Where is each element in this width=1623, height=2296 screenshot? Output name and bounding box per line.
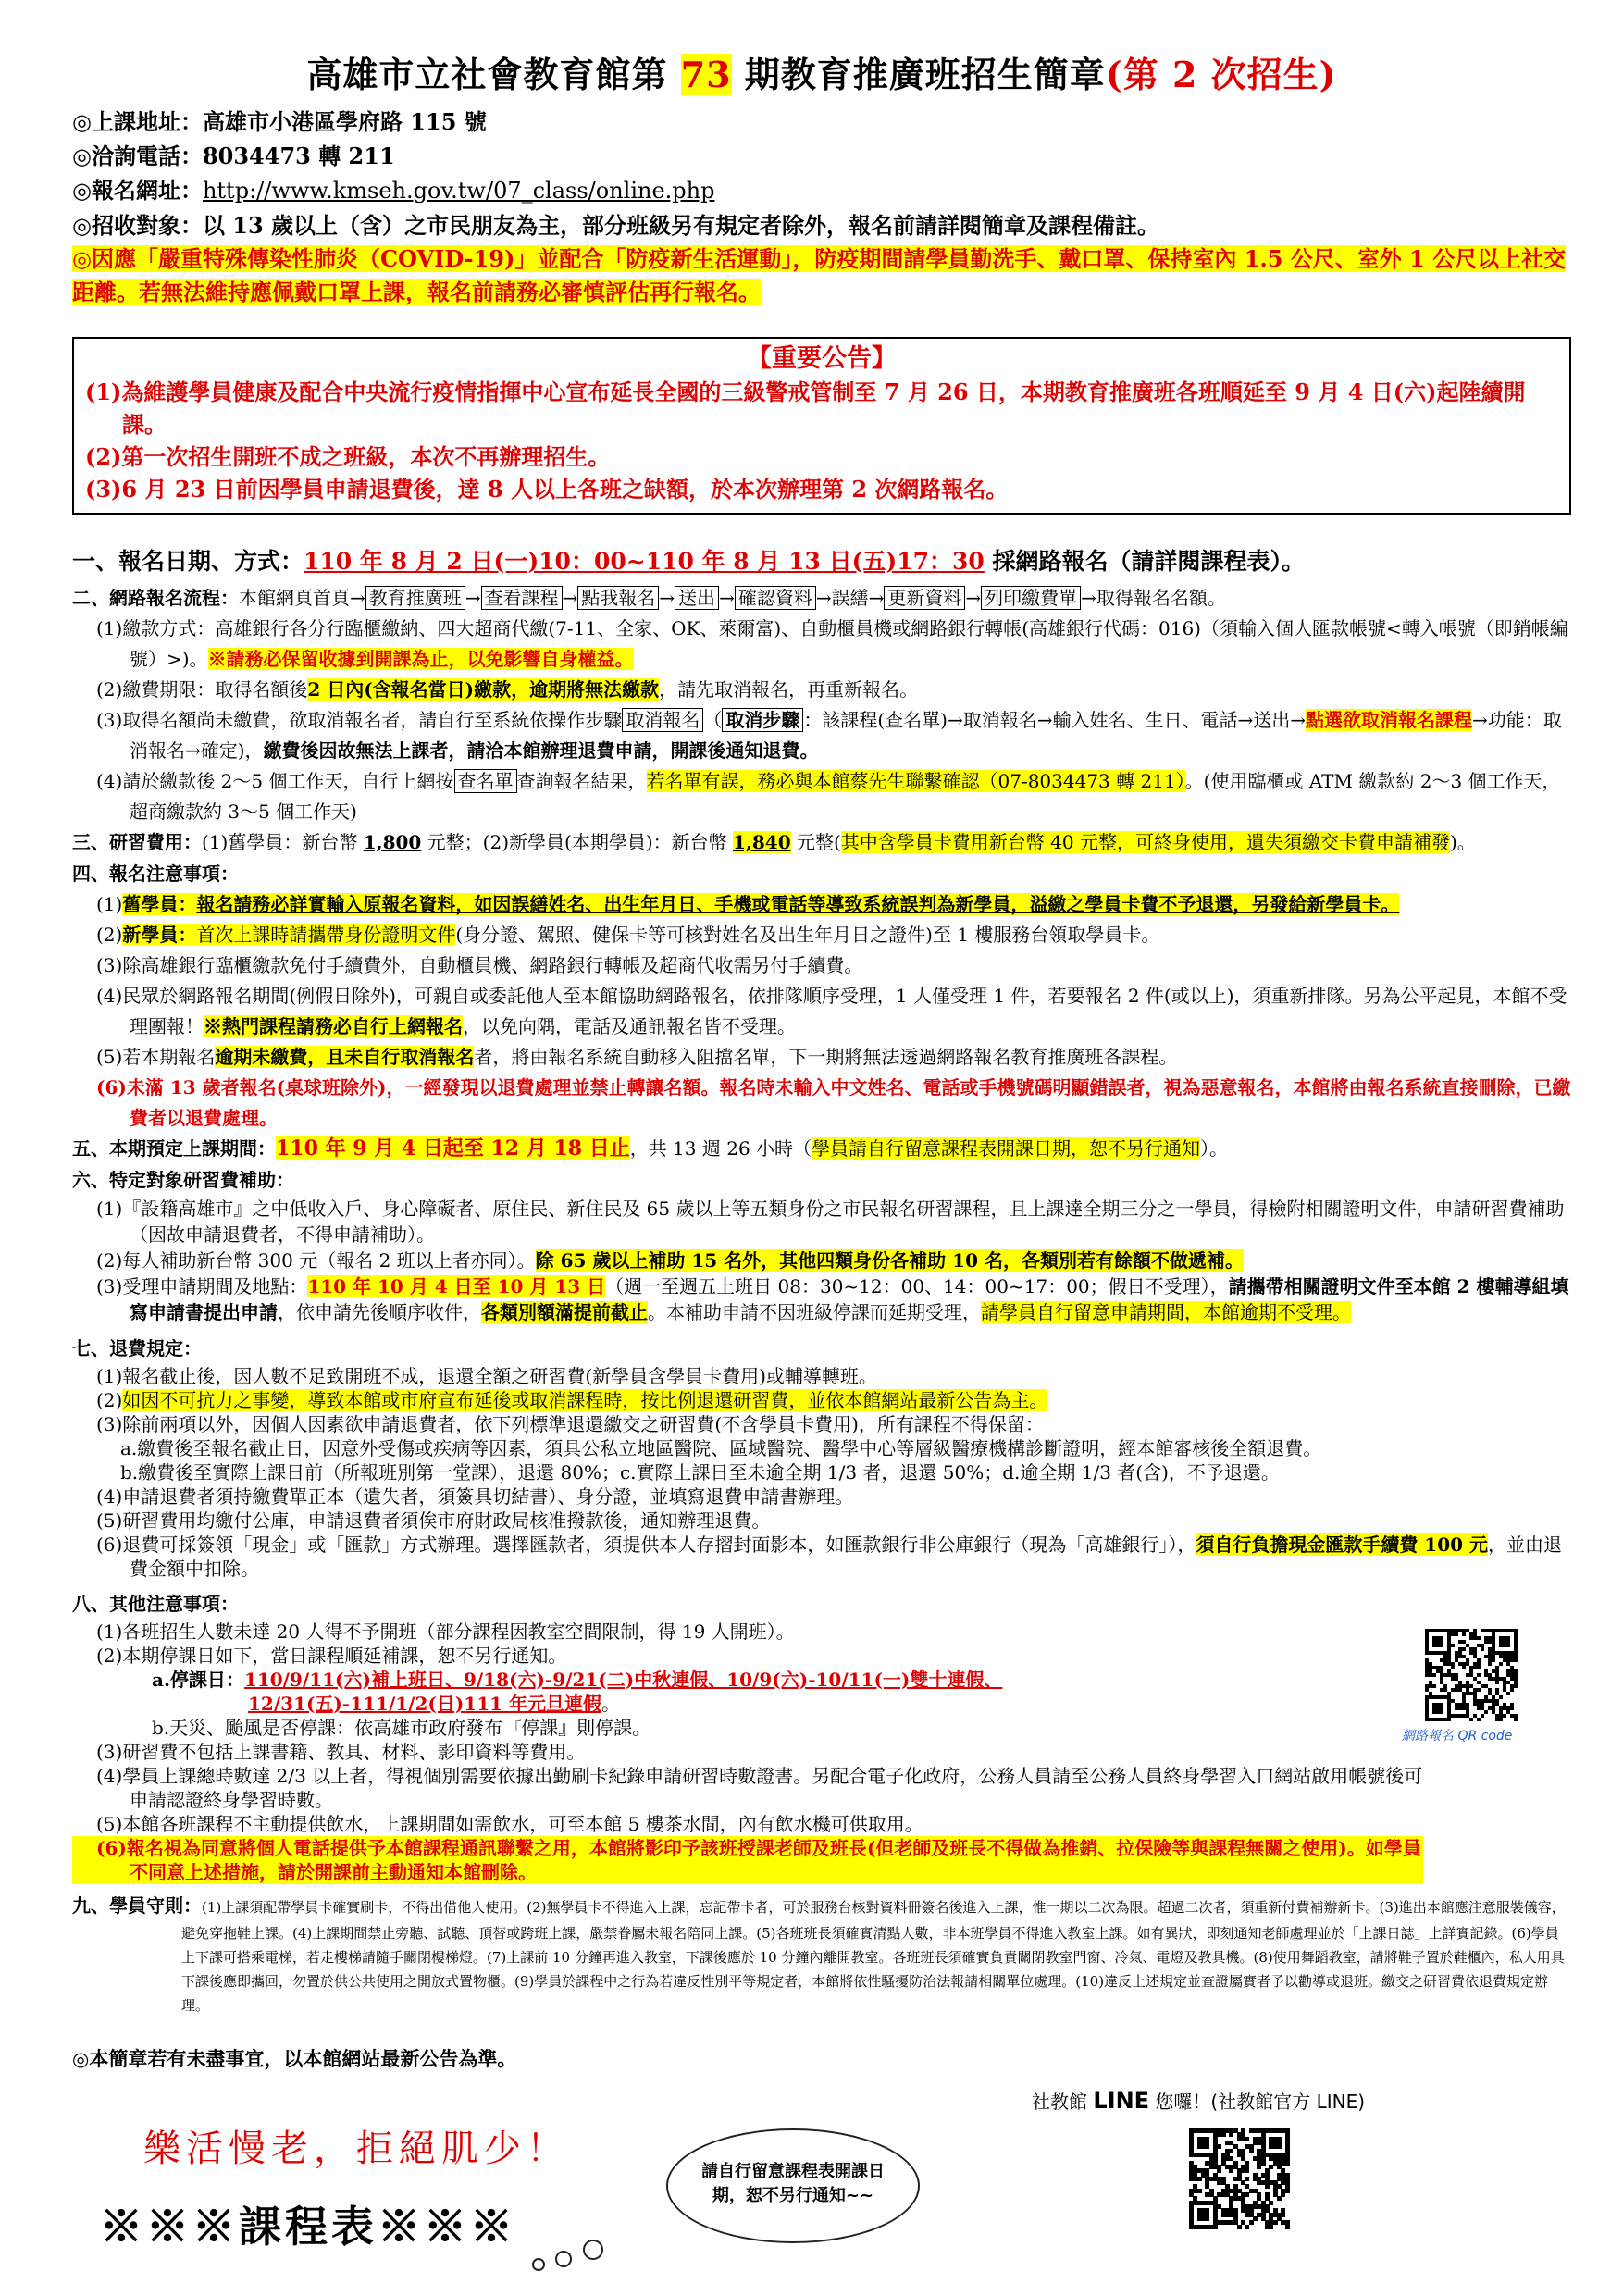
qr-module — [1503, 1714, 1506, 1718]
qr-module — [1281, 2192, 1285, 2197]
section-online-process: 二、網路報名流程：本館網頁首頁→ 教育推廣班 → 查看課程 → 點我報名 → 送出 → 確認資料 →誤繕→ 更新資料 → 列印繳費單 →取得報名名額。 (1)繳款方式：高雄銀行各分行臨櫃繳納、四大超商代繳(7-11、全家、OK、萊爾富)、自動櫃員機或網路銀行轉帳(高雄銀行代碼：016)（須輸入個人匯款帳號<轉入帳號（即銷帳編號）>)。※請務必保留收據到開課為止，以免影響自身權益。 (2)繳費期限：取得名額後2 日內(含報名當日)繳款，逾期將無法繳款，請先取消報名，再重新報名。 (3)取得名額尚未繳費，欲取消報名者，請自行至系統依操作步驟 取消報名 （ 取消步驟 ：該課程(查名單)→取消報名→輸入姓名、生日、電話→送出→點選欲取消報名課程→功能：取消報名→確定)，繳費後因故無法上課者，請洽本館辦理退費申請，開課後通知退費。 (4)請於繳款後 2～5 個工作天，自行上網按 查名單 查詢報名結果，若名單有誤，務必與本館蔡先生聯繫確認（07-8034473 轉 211）。(使用臨櫃或 ATM 繳款約 2～3 個工作天，超商繳款約 3～5 個工作天) — [72, 583, 1571, 827]
section-registration-date: 一、報名日期、方式：110 年 8 月 2 日(一)10：00~110 年 8 月 13 日(五)17：30 採網路報名（請詳閱課程表）。 — [72, 548, 1306, 575]
qr-module — [1440, 1710, 1443, 1714]
qr-module — [1253, 2216, 1258, 2221]
section-other-notes: 八、其他注意事項： (1)各班招生人數未達 20 人得不予開班（部分課程因教室空間限制，得 19 人開班）。 (2)本期停課日如下，當日課程順延補課，恕不另行通知。 a.停課日：110/9/11(六)補上班日、9/18(六)-9/21(二)中秋連假、10/9(六)-10/11(一)雙十連假、 12/31(五)-111/1/2(日)111 年元旦連假。 b.天災、颱風是否停課：依高雄市政府發布『停課』則停課。 (3)研習費不包括上課書籍、教具、材料、影印資料等費用。 (4)學員上課總時數達 2/3 以上者，得視個別需要依據出勤刷卡紀錄申請研習時數證書。另配合電子化政府，公務人員請至公務人員終身學習入口網站啟用帳號後可申請認證終身學習時數。 (5)本館各班課程不主動提供飲水，上課期間如需飲水，可至本館 5 樓茶水間，內有飲水機可供取用。 (6)報名視為同意將個人電話提供予本館課程通訊聯繫之用，本館將影印予該班授課老師及班長(但老師及班長不得做為推銷、拉保險等與課程無關之使用)。如學員不同意上述措施，請於開課前主動通知本館刪除。 — [72, 1593, 1423, 1883]
qr-module — [1229, 2132, 1233, 2137]
qr-module — [1506, 1644, 1510, 1647]
qr-module — [1285, 2225, 1290, 2229]
footer-note: ◎本簡章若有未盡事宜，以本館網站最新公告為準。 — [72, 2047, 517, 2070]
qr-module — [1477, 1688, 1481, 1692]
qr-module — [1488, 1662, 1492, 1666]
qr-module — [1249, 2149, 1254, 2153]
qr-module — [1245, 2168, 1249, 2173]
section-class-period: 五、本期預定上課期間：110 年 9 月 4 日起至 12 月 18 日止，共 13 週 26 小時（學員請自行留意課程表開課日期，恕不另行通知）。 — [72, 1136, 1229, 1160]
qr-module — [1229, 2168, 1233, 2173]
document-page — [72, 46, 1571, 2074]
qr-module — [1245, 2225, 1249, 2229]
qr-module — [1462, 1666, 1466, 1669]
qr-module — [1455, 1632, 1458, 1636]
registration-period: 110 年 8 月 2 日(一)10：00~110 年 8 月 13 日(五)17：30 — [304, 548, 985, 575]
bubble-dot — [583, 2240, 603, 2260]
qr-module — [1245, 2192, 1249, 2197]
qr-module — [1269, 2201, 1273, 2205]
qr-module — [1432, 1684, 1436, 1688]
qr-module — [1277, 2144, 1282, 2149]
qr-module — [1245, 2137, 1249, 2141]
qr-module — [1245, 2177, 1249, 2181]
qr-module — [1481, 1647, 1484, 1651]
cancel-registration: (3)取得名額尚未繳費，欲取消報名者，請自行至系統依操作步驟 取消報名 （ 取消步驟 ：該課程(查名單)→取消報名→輸入姓名、生日、電話→送出→點選欲取消報名課程→功能：取消報名→確定)，繳費後因故無法上課者，請洽本館辦理退費申請，開課後通知退費。 — [96, 709, 1562, 762]
qr-module — [1484, 1710, 1488, 1714]
qr-module — [1229, 2149, 1233, 2153]
line-promo: 社教館 LINE 您囉！(社教館官方 LINE) — [1032, 2088, 1366, 2114]
qr-module — [1514, 1718, 1518, 1721]
qr-module — [1510, 1688, 1514, 1692]
qr-module — [1495, 1681, 1499, 1684]
qr-module — [1213, 2225, 1218, 2229]
qr-module — [1281, 2213, 1285, 2217]
qr-module — [1499, 1718, 1503, 1721]
qr-module — [1514, 1684, 1518, 1688]
notice-bubble: 請自行留意課程表開課日 期，恕不另行通知~~ — [666, 2128, 920, 2243]
info-block — [72, 105, 1571, 242]
covid-notice: ◎因應「嚴重特殊傳染性肺炎（COVID-19)」並配合「防疫新生活運動」，防疫期間請學員勤洗手、戴口罩、保持室內 1.5 公尺、室外 1 公尺以上社交距離。若無法維持應佩戴口罩上課，報名前請務必審慎評估再行報名。 — [72, 245, 1567, 305]
notice-title: 【重要公告】 — [747, 344, 897, 373]
line-qr-code-icon[interactable] — [1189, 2128, 1289, 2228]
page-title — [72, 46, 1571, 97]
qr-module — [1462, 1647, 1466, 1651]
qr-module — [1477, 1718, 1481, 1721]
qr-module — [1432, 1673, 1436, 1677]
qr-module — [1492, 1658, 1495, 1662]
qr-module — [1249, 2220, 1254, 2225]
info-address: ◎上課地址：高雄市小港區學府路 115 號 — [72, 108, 487, 135]
notice-item: (3)6 月 23 日前因學員申請退費後，達 8 人以上各班之缺額，於本次辦理第 2 次網路報名。 — [85, 476, 1009, 503]
qr-module — [1237, 2225, 1242, 2229]
section-refund: 七、退費規定： (1)報名截止後，因人數不足致開班不成，退還全額之研習費(新學員含學員卡費用)或輔導轉班。 (2)如因不可抗力之事變，導致本館或市府宣布延後或取消課程時，按比例退還研習費，並依本館網站最新公告為主。 (3)除前兩項以外，因個人因素欲申請退費者，依下列標準退還繳交之研習費(不含學員卡費用)，所有課程不得保留： a.繳費後至報名截止日，因意外受傷或疾病等因素，須具公私立地區醫院、區域醫院、醫學中心等層級醫療機構診斷證明，經本館審核後全額退費。 b.繳費後至實際上課日前（所報班別第一堂課），退還 80%；c.實際上課日至未逾全期 1/3 者，退還 50%；d.逾全期 1/3 者(含)，不予退還。 (4)申請退費者須持繳費單正本（遺失者，須簽具切結書）、身分證，並填寫退費申請書辦理。 (5)研習費用均繳付公庫，申請退費者須俟市府財政局核准撥款後，通知辦理退費。 (6)退費可採簽領「現金」或「匯款」方式辦理。選擇匯款者，須提供本人存摺封面影本，如匯款銀行非公庫銀行（現為「高雄銀行」），須自行負擔現金匯款手續費 100 元，並由退費金額中扣除。 — [72, 1337, 1563, 1580]
info-url[interactable]: ◎報名網址：http://www.kmseh.gov.tw/07_class/online.php — [72, 177, 715, 204]
qr-module — [1477, 1636, 1481, 1640]
qr-module — [1269, 2225, 1273, 2229]
qr-module — [1440, 1644, 1443, 1647]
important-notice-box — [72, 337, 1571, 515]
signup-link[interactable]: http://www.kmseh.gov.tw/07_class/online.php — [202, 178, 715, 204]
qr-module — [1217, 2144, 1221, 2149]
qr-label: 網路報名 QR code — [1402, 1729, 1513, 1744]
check-result: (4)請於繳款後 2～5 個工作天，自行上網按 查名單 查詢報名結果，若名單有誤，務必與本館蔡先生聯繫確認（07-8034473 轉 211）。(使用臨櫃或 ATM 繳款約 2～3 個工作天，超商繳款約 3～5 個工作天) — [96, 770, 1561, 823]
bubble-dot — [555, 2251, 572, 2267]
qr-module — [1197, 2177, 1202, 2181]
qr-module — [1462, 1632, 1466, 1636]
qr-module — [1273, 2220, 1278, 2225]
qr-module — [1481, 1714, 1484, 1718]
qr-module — [1477, 1666, 1481, 1669]
qr-module — [1285, 2189, 1290, 2193]
term-number: 73 — [680, 54, 732, 95]
title-suffix: 期教育推廣班招生簡章 — [731, 54, 1106, 95]
qr-module — [1499, 1662, 1503, 1666]
payment-method: (1)繳款方式：高雄銀行各分行臨櫃繳納、四大超商代繳(7-11、全家、OK、萊爾富)、自動櫃員機或網路銀行轉帳(高雄銀行代碼：016)（須輸入個人匯款帳號<轉入帳號（即銷帳編號）>)。※請務必保留收據到開課為止，以免影響自身權益。 — [96, 617, 1568, 670]
qr-module — [1265, 2184, 1270, 2189]
payment-deadline: (2)繳費期限：取得名額後2 日內(含報名當日)繳款，逾期將無法繳款，請先取消報名，再重新報名。 — [96, 678, 919, 701]
signup-qr-code-icon[interactable] — [1425, 1629, 1518, 1721]
info-phone: ◎洽詢電話：8034473 轉 211 — [72, 143, 395, 169]
qr-module — [1499, 1695, 1503, 1699]
qr-module — [1469, 1718, 1473, 1721]
qr-module — [1451, 1666, 1455, 1669]
info-target: ◎招收對象：以 13 歲以上（含）之市民朋友為主，部分班級另有規定者除外，報名前請詳閱簡章及課程備註。 — [72, 212, 1160, 239]
qr-module — [1257, 2165, 1261, 2169]
slogan: 樂活慢老，拒絕肌少！ — [143, 2128, 569, 2170]
qr-module — [1205, 2144, 1209, 2149]
course-table-heading: ※※※課程表※※※ — [100, 2202, 516, 2252]
section-fees: 三、研習費用：(1)舊學員：新台幣 1,800 元整；(2)新學員(本期學員)：新台幣 1,840 元整(其中含學員卡費用新台幣 40 元整，可終身使用，遺失須繳交卡費申請補發)。 — [72, 831, 1476, 853]
qr-module — [1261, 2161, 1266, 2166]
qr-module — [1506, 1692, 1510, 1695]
qr-module — [1477, 1673, 1481, 1677]
qr-module — [1217, 2168, 1221, 2173]
title-prefix: 高雄市立社會教育館第 — [306, 54, 681, 95]
qr-module — [1197, 2189, 1202, 2193]
qr-module — [1510, 1706, 1514, 1710]
section-subsidy: 六、特定對象研習費補助： (1)『設籍高雄市』之中低收入戶、身心障礙者、原住民、新住民及 65 歲以上等五類身份之市民報名研習課程，且上課達全期三分之一學員，得檢附相關證明文件，申請研習費補助（因故申請退費者，不得申請補助）。 (2)每人補助新台幣 300 元（報名 2 班以上者亦同）。除 65 歲以上補助 15 名外，其他四類身份各補助 10 名，各類別若有餘額不做遞補。 (3)受理申請期間及地點：110 年 10 月 4 日至 10 月 13 日（週一至週五上班日 08：30~12：00、14：00~17：00；假日不受理），請攜帶相關證明文件至本館 2 樓輔導組填寫申請書提出申請，依申請先後順序收件，各類別額滿提前截止。本補助申請不因班級停課而延期受理，請學員自行留意申請期間，本館逾期不受理。 — [72, 1169, 1569, 1323]
notice-item: (2)第一次招生開班不成之班級，本次不再辦理招生。 — [85, 443, 611, 470]
qr-module — [1285, 2161, 1290, 2166]
notice-item: (1)為維護學員健康及配合中央流行疫情指揮中心宣布延長全國的三級警戒管制至 7 月 26 日，本期教育推廣班各班順延至 9 月 4 日(六)起陸續開課。 — [85, 379, 1526, 438]
qr-module — [1447, 1718, 1451, 1721]
qr-module — [1277, 2196, 1282, 2201]
qr-module — [1514, 1658, 1518, 1662]
section-rules: 九、學員守則：(1)上課須配帶學員卡確實刷卡，不得出借他人使用。(2)無學員卡不得進入上課，忘記帶卡者，可於服務台核對資料冊簽名後進入上課，惟一期以二次為限。超過二次者，須重新付費補辦新卡。(3)進出本館應注意服裝儀容，避免穿拖鞋上課。(4)上課期間禁止旁聽、試聽、頂替或跨班上課，嚴禁眷屬未報名陪同上課。(5)各班班長須確實清點人數，非本班學員不得進入教室上課。如有異狀，即刻通知老師處理並於「上課日誌」上詳實記錄。(6)學員上下課可搭乘電梯，若走樓梯請隨手關閉樓梯燈。(7)上課前 10 分鐘再進入教室，下課後應於 10 分鐘內離開教室。各班班長須確實負責關閉教室門窗、冷氣、電燈及教具機。(8)使用舞蹈教室，請將鞋子置於鞋櫃內，私人用具下課後應即攜回，勿置於供公共使用之開放式置物櫃。(9)學員於課程中之行為若違反性別平等規定者，本館將依性騷擾防治法報請相關單位處理。(10)違反上述規定並查證屬實者予以勸導或退班。繳交之研習費依退費規定辦理。 — [72, 1894, 1566, 2014]
bubble-dot — [532, 2258, 545, 2271]
title-round: (第 2 次招生) — [1105, 54, 1337, 95]
qr-module — [1221, 2132, 1226, 2137]
qr-module — [1451, 1644, 1455, 1647]
section-registration-notes: 四、報名注意事項： (1)舊學員：報名請務必詳實輸入原報名資料，如因誤繕姓名、出生年月日、手機或電話等導致系統誤判為新學員，溢繳之學員卡費不予退還，另發給新學員卡。 (2)新學員：首次上課時請攜帶身份證明文件(身分證、駕照、健保卡等可核對姓名及出生年月日之證件)至 1 樓服務台領取學員卡。 (3)除高雄銀行臨櫃繳款免付手續費外，自動櫃員機、網路銀行轉帳及超商代收需另付手續費。 (4)民眾於網路報名期間(例假日除外)，可親自或委託他人至本館協助網路報名，依排隊順序受理，1 人僅受理 1 件，若要報名 2 件(或以上)，須重新排隊。另為公平起見，本館不受理團報！※熱門課程請務必自行上網報名，以免向隅，電話及通訊報名皆不受理。 (5)若本期報名逾期未繳費，且未自行取消報名者，將由報名系統自動移入阻擋名單，下一期將無法透過網路報名教育推廣班各課程。 (6)未滿 13 歲者報名(桌球班除外)，一經發現以退費處理並禁止轉讓名額。報名時未輸入中文姓名、電話或手機號碼明顯錯誤者，視為惡意報名，本館將由報名系統直接刪除，已繳費者以退費處理。 — [72, 863, 1571, 1129]
qr-module — [1205, 2216, 1209, 2221]
qr-module — [1269, 2165, 1273, 2169]
